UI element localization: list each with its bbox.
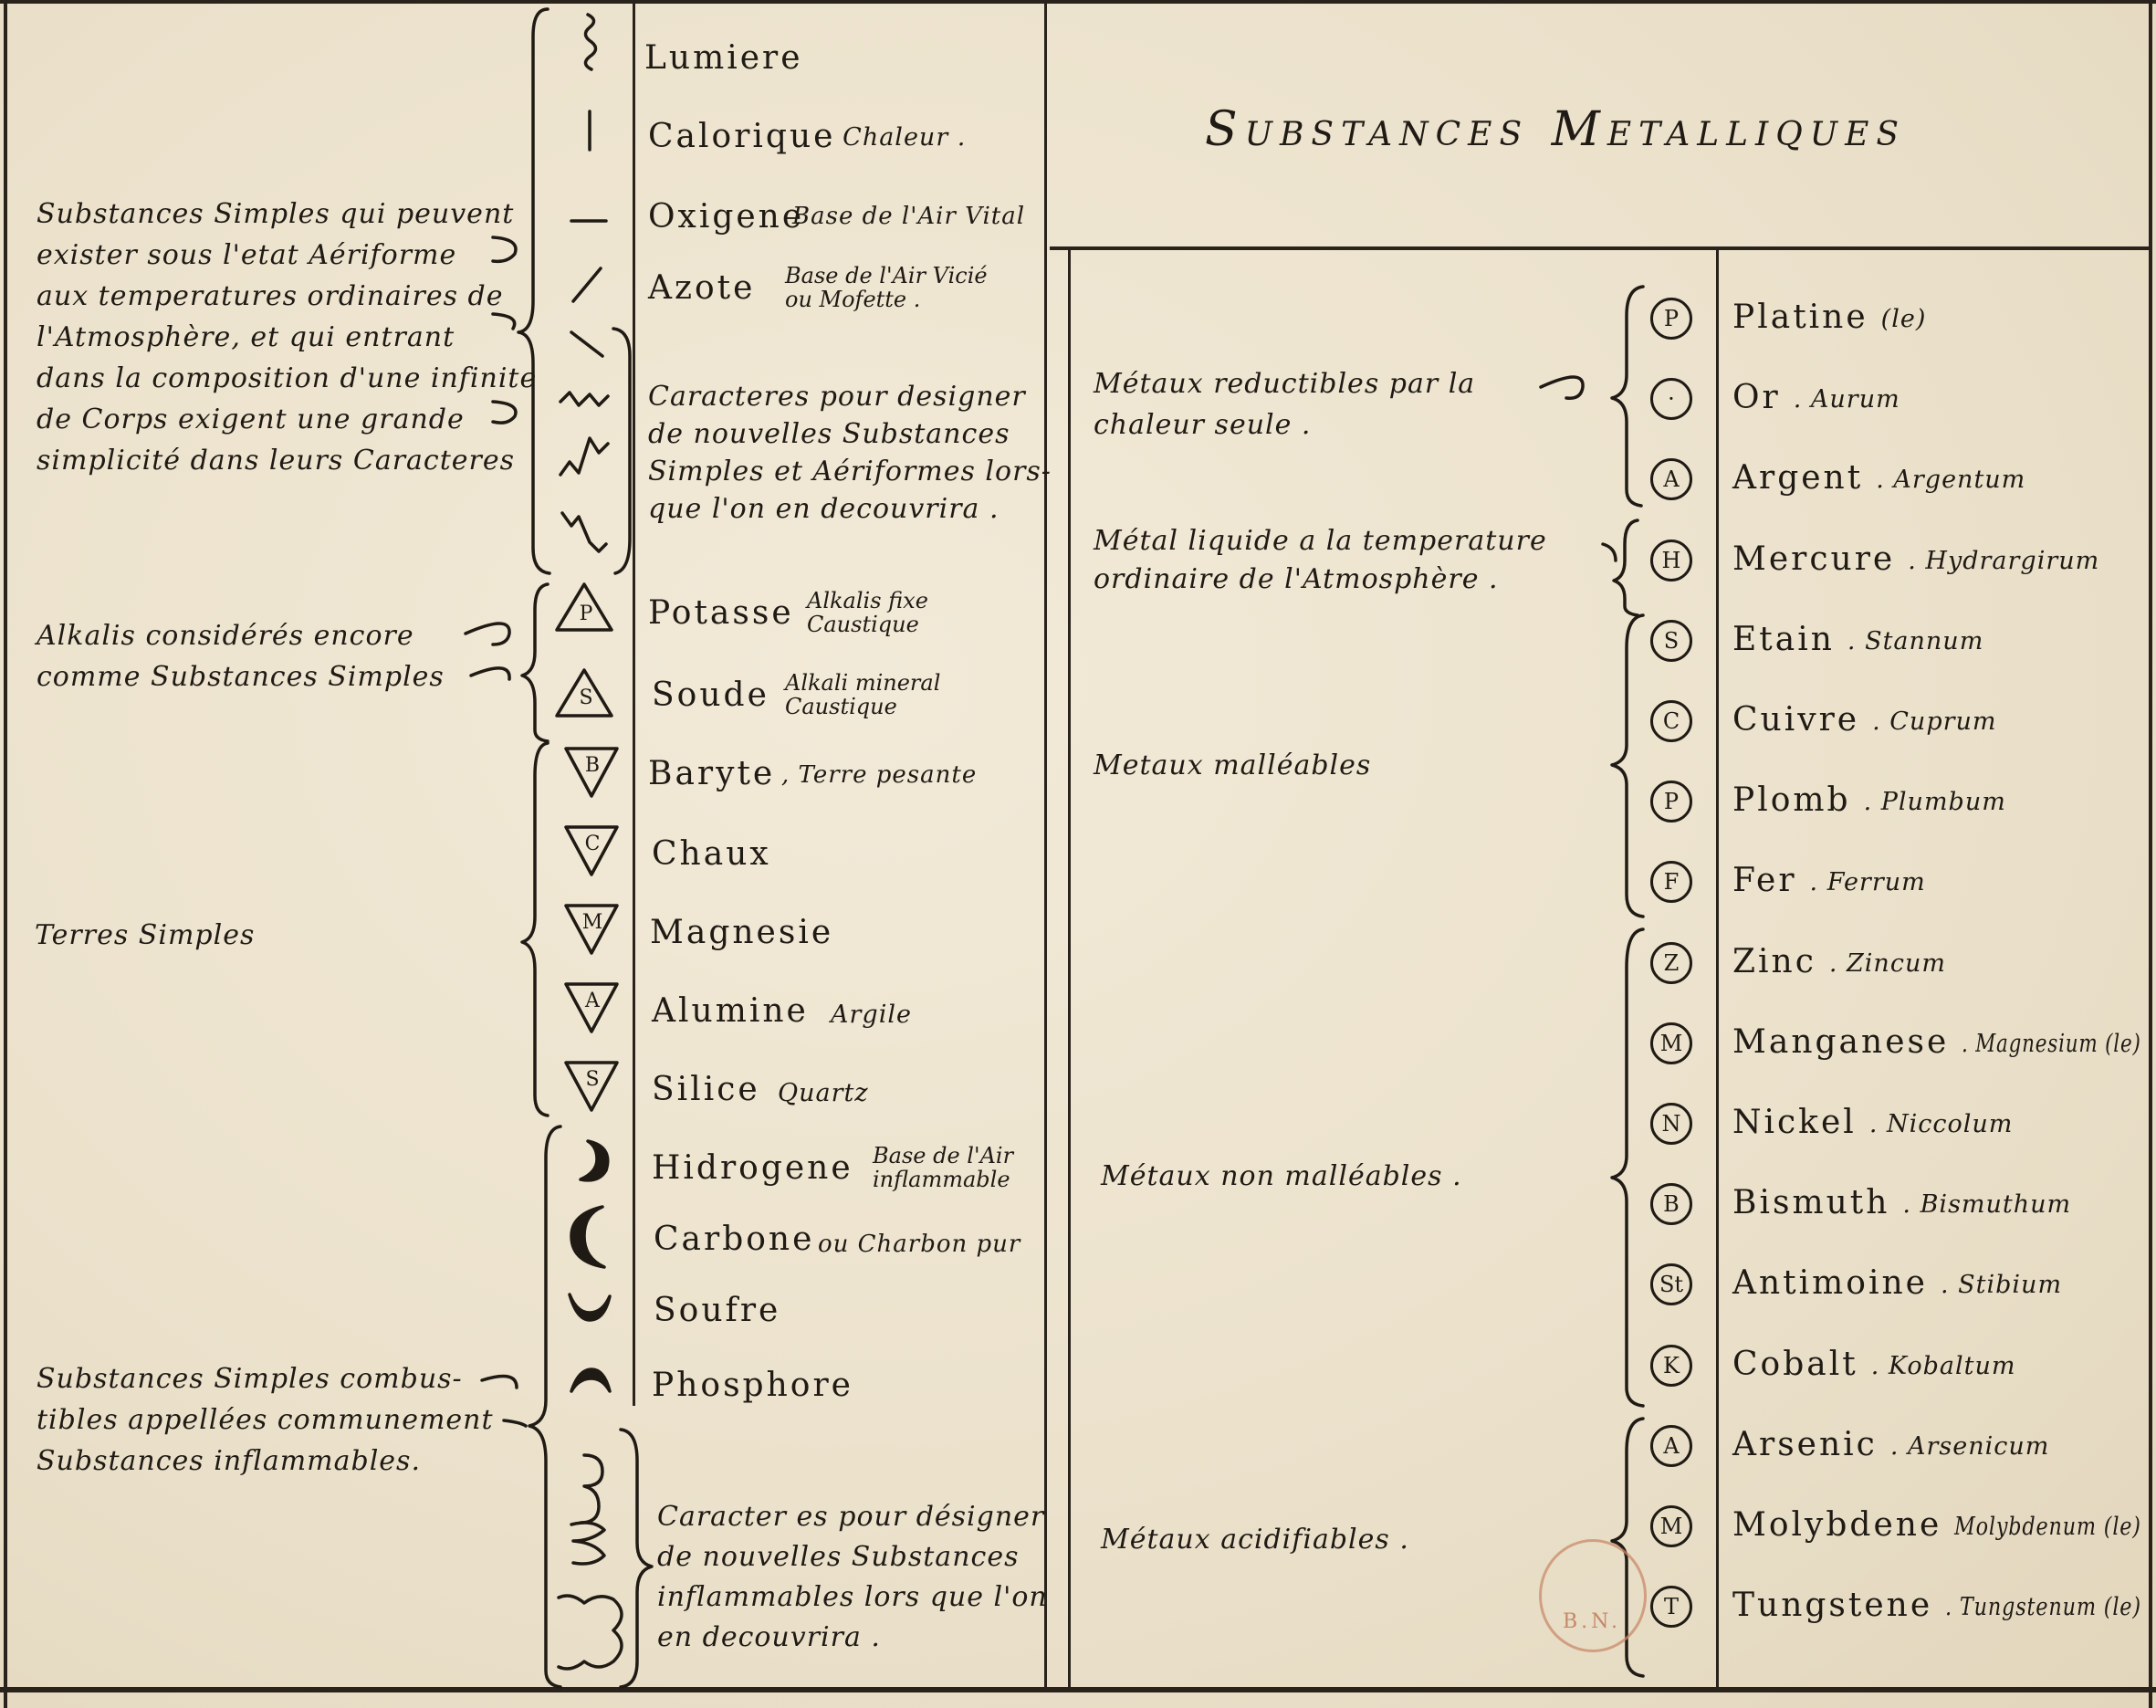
element-gloss-alumine: Argile (831, 1001, 912, 1029)
element-name-carbone: Carbone (654, 1221, 815, 1258)
metal-symbol-icon: T (1650, 1586, 1692, 1628)
metal-name: Cobalt (1732, 1345, 1858, 1383)
metal-group-malleable: Metaux malléables (1094, 749, 1372, 781)
zigzag-3-icon (562, 513, 606, 551)
metal-symbol-icon: A (1650, 1425, 1692, 1467)
element-name-phosphore: Phosphore (652, 1367, 853, 1404)
element-gloss-potasse-1: Alkalis fixe (807, 588, 928, 613)
metal-name: Nickel (1732, 1104, 1857, 1141)
extra-gas-sign-icon (571, 332, 602, 356)
triangle-letter-chaux: C (584, 833, 601, 855)
baryte-triangle-icon (566, 749, 617, 796)
triple-crescent-1-icon (581, 1455, 602, 1523)
guide-tail-liquid (1603, 544, 1616, 561)
triple-crescent-3-icon (559, 1596, 622, 1669)
element-gloss-azote-1: Base de l'Air Vicié (785, 263, 988, 288)
azote-sign-icon (573, 268, 601, 301)
metal-latin-name: . Tungstenum (le) (1945, 1593, 2142, 1622)
element-name-oxigene: Oxigene (648, 198, 805, 236)
guide-tail-combustibles (482, 1377, 526, 1427)
library-stamp-text: B.N. (1563, 1610, 1621, 1633)
chaux-triangle-icon (566, 827, 617, 875)
bracket-combustibles-left (529, 1126, 560, 1687)
metal-latin-name: (le) (1880, 305, 1927, 333)
metal-name: Argent (1732, 459, 1864, 498)
element-name-baryte: Baryte (648, 755, 776, 792)
zigzag-2-icon (560, 438, 608, 475)
element-name-soufre: Soufre (654, 1292, 781, 1329)
bracket-new-inflammable-right (621, 1430, 652, 1687)
triangle-letter-baryte: B (584, 754, 601, 777)
metal-name: Fer (1732, 862, 1797, 900)
guide-tail-alkalis (466, 623, 509, 679)
metal-latin-name: . Ferrum (1809, 868, 1926, 897)
group-description-earths: Terres Simples (35, 919, 256, 951)
note-new-inflammable: Caracter es pour désigner de nouvelles Substances inflammables lors que l'on en decouvrira . (657, 1501, 1048, 1653)
triangle-letter-soude: S (579, 686, 593, 709)
element-name-chaux: Chaux (652, 835, 771, 873)
bracket-liquid (1614, 520, 1638, 615)
lumiere-sign-icon (585, 15, 595, 69)
bracket-reducible (1612, 287, 1643, 506)
element-gloss-potasse-2: Caustique (807, 612, 919, 637)
metal-name: Etain (1732, 620, 1835, 658)
metal-latin-name: . Cuprum (1872, 707, 1997, 736)
bracket-alkalis-left (522, 584, 548, 741)
metal-latin-name: . Aurum (1793, 385, 1900, 414)
metal-group-reducible: Métaux reductibles par la chaleur seule . (1094, 368, 1476, 441)
element-gloss-hidrogene-1: Base de l'Air (873, 1143, 1014, 1168)
bracket-non-malleable (1612, 929, 1643, 1406)
element-name-alumine: Alumine (652, 992, 809, 1030)
guide-tail-reducible (1541, 377, 1583, 398)
element-gloss-hidrogene-2: inflammable (873, 1167, 1010, 1192)
metal-group-acidifiable: Métaux acidifiables . (1101, 1524, 1409, 1556)
metal-latin-name: . Arsenicum (1889, 1431, 2050, 1461)
triple-crescent-2-icon (571, 1523, 604, 1564)
metal-group-liquid: Métal liquide a la temperature ordinaire de l'Atmosphère . (1094, 525, 1547, 595)
metal-symbol-icon: P (1650, 298, 1692, 340)
element-gloss-carbone: ou Charbon pur (818, 1231, 1021, 1258)
element-gloss-silice: Quartz (778, 1079, 869, 1107)
triangle-letter-silice: S (585, 1068, 600, 1091)
metal-symbol-icon: C (1650, 700, 1692, 742)
metal-symbol-icon: S (1650, 620, 1692, 662)
metal-name: Manganese (1732, 1022, 1950, 1061)
metal-name: Antimoine (1732, 1264, 1928, 1303)
metal-symbol-icon: Z (1650, 942, 1692, 984)
phosphore-crescent-icon (571, 1369, 610, 1391)
zigzag-1-icon (560, 393, 608, 405)
metal-latin-name: . Bismuthum (1902, 1190, 2072, 1220)
hidrogene-crescent-icon (581, 1141, 608, 1180)
element-gloss-azote-2: ou Mofette . (785, 287, 921, 312)
metal-name: Platine (1732, 299, 1868, 336)
metal-latin-name: . Plumbum (1863, 788, 2006, 817)
element-gloss-soude-1: Alkali mineral (785, 670, 941, 696)
group-description-alkalis: Alkalis considérés encore comme Substances Simples (37, 620, 445, 693)
element-name-soude: Soude (652, 676, 769, 714)
element-name-azote: Azote (648, 269, 756, 307)
bracket-gases-left (518, 9, 549, 573)
element-name-silice: Silice (652, 1071, 760, 1108)
group-description-combustibles: Substances Simples combus- tibles appellées communement Substances inflammables. (37, 1363, 494, 1477)
element-name-magnesie: Magnesie (650, 914, 834, 951)
soude-triangle-icon (557, 670, 612, 716)
metal-latin-name: . Argentum (1876, 466, 2026, 495)
metal-name: Cuivre (1732, 701, 1860, 739)
metal-name: Plomb (1732, 781, 1851, 820)
metal-latin-name: . Kobaltum (1870, 1351, 2016, 1380)
metal-symbol-icon: K (1650, 1345, 1692, 1387)
element-gloss-baryte: , Terre pesante (781, 761, 978, 789)
element-name-calorique: Calorique (648, 118, 836, 155)
metal-name: Arsenic (1732, 1425, 1878, 1463)
metal-name: Zinc (1732, 942, 1816, 980)
metal-symbol-icon: F (1650, 861, 1692, 903)
potasse-triangle-icon (557, 584, 612, 630)
alumine-triangle-icon (566, 984, 617, 1032)
silice-triangle-icon (566, 1063, 617, 1110)
metal-latin-name: . Stannum (1847, 626, 1984, 655)
element-name-potasse: Potasse (648, 594, 794, 632)
metal-symbol-icon: M (1650, 1505, 1692, 1547)
element-gloss-calorique: . Chaleur . (825, 123, 967, 152)
element-name-lumiere: Lumiere (644, 39, 803, 77)
metal-latin-name: Molybdenum (le) (1954, 1513, 2142, 1541)
metal-latin-name: . Stibium (1940, 1271, 2063, 1300)
metal-symbol-icon: H (1650, 540, 1692, 582)
triangle-letter-magnesie: M (581, 911, 603, 934)
metal-name: Bismuth (1732, 1184, 1890, 1222)
metal-latin-name: . Hydrargirum (1908, 546, 2100, 575)
metal-name: Molybdene (1732, 1506, 1942, 1544)
bracket-new-aeriform-right (613, 329, 630, 573)
metals-title: Substances Metalliques (1205, 102, 1907, 157)
bracket-malleable (1612, 615, 1643, 917)
metal-symbol-icon: · (1650, 378, 1692, 420)
metal-latin-name: . Zincum (1828, 948, 1946, 978)
element-gloss-oxigene: Base de l'Air Vital (792, 203, 1026, 230)
metal-symbol-icon: B (1650, 1183, 1692, 1225)
element-gloss-soude-2: Caustique (785, 694, 897, 719)
magnesie-triangle-icon (566, 906, 617, 953)
triangle-letter-potasse: P (579, 603, 593, 625)
metal-symbol-icon: N (1650, 1103, 1692, 1145)
metal-name: Tungstene (1732, 1587, 1933, 1625)
metal-symbol-icon: P (1650, 781, 1692, 823)
metal-symbol-icon: St (1650, 1263, 1692, 1305)
carbone-crescent-icon (571, 1207, 604, 1267)
metal-name: Or (1732, 379, 1781, 417)
guide-tail-gases (493, 237, 516, 423)
group-description-gases: Substances Simples qui peuvent exister sous l'etat Aériforme aux temperatures ordinaires de l'Atmosphère, et qui entrant dans la composition d'une infinite de Corps exigent une grande simplicité dans leurs Caracteres (37, 198, 538, 477)
metal-symbol-icon: M (1650, 1022, 1692, 1064)
metal-name: Mercure (1732, 540, 1896, 578)
library-stamp-icon (1539, 1539, 1647, 1652)
triangle-letter-alumine: A (585, 990, 600, 1012)
metal-symbol-icon: A (1650, 458, 1692, 500)
metal-group-non-malleable: Métaux non malléables . (1101, 1160, 1462, 1192)
note-new-aeriform: Caracteres pour designer de nouvelles Substances Simples et Aériformes lors- que l'on en decouvrira . (648, 381, 1052, 525)
metal-latin-name: . Magnesium (le) (1962, 1029, 2141, 1058)
soufre-crescent-icon (570, 1294, 610, 1320)
element-name-hidrogene: Hidrogene (652, 1149, 853, 1187)
metal-latin-name: . Niccolum (1868, 1110, 2014, 1138)
bracket-earths-left (522, 743, 548, 1116)
